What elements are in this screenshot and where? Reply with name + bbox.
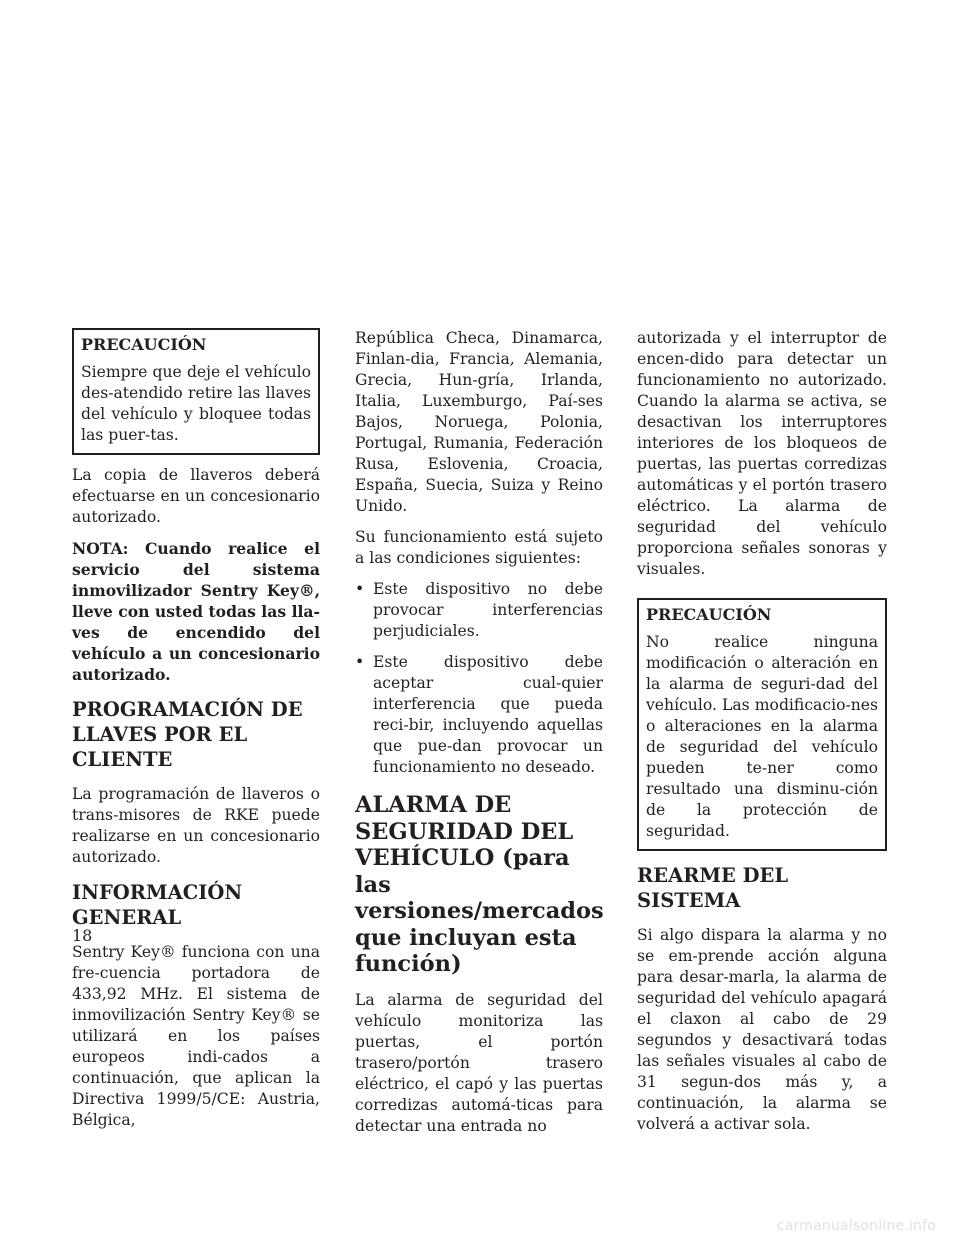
heading-alarm: ALARMA DE SEGURIDAD DEL VEHÍCULO (para las versiones/mercados que incluyan esta función): [355, 792, 604, 977]
caution-text: Siempre que deje el vehículo des-atendido retire las llaves del vehículo y bloquee todas las puer-tas.: [81, 363, 311, 444]
caution-text: No realice ninguna modificación o alteración en la alarma de seguri-dad del vehículo. Las modificacio-nes o alteraciones en la alarma de seguridad del vehículo pueden te-ner como resultado una disminu-ción de la protección de seguridad.: [646, 633, 878, 840]
caution-title: PRECAUCIÓN: [646, 605, 772, 624]
paragraph-programming: La programación de llaveros o trans-misores de RKE puede realizarse en un concesionario autorizado.: [72, 785, 320, 866]
paragraph-rearm: Si algo dispara la alarma y no se em-prende acción alguna para desar-marla, la alarma de seguridad del vehículo apagará el claxon al cabo de 29 segundos y desactivará todas las señales visuales al cabo de 31 segun-dos más y, a continuación, la alarma se volverá a activar sola.: [637, 926, 887, 1133]
paragraph-alarm-continued: autorizada y el interruptor de encen-dido para detectar un funcionamiento no autorizado. Cuando la alarma se activa, se desactivan los interruptores interiores de los bloqueos de puertas, las puertas corredizas automáticas y el portón trasero eléctrico. La alarma de seguridad del vehículo proporciona señales sonoras y visuales.: [637, 329, 887, 578]
paragraph-copy-keys: La copia de llaveros deberá efectuarse en un concesionario autorizado.: [72, 466, 320, 526]
conditions-list: [355, 579, 603, 778]
heading-general-info: INFORMACIÓN GENERAL: [72, 881, 243, 929]
list-item: [355, 652, 603, 778]
caution-box: [637, 598, 887, 851]
watermark: carmanualsonline.info: [776, 1218, 936, 1234]
bullet-icon: •: [355, 580, 365, 598]
page-number: 18: [72, 926, 93, 945]
paragraph-general-info: Sentry Key® funciona con una fre-cuencia portadora de 433,92 MHz. El sistema de inmovilización Sentry Key® se utilizará en los países europeos indi-cados a continuación, que aplican la Directiva 1999/5/CE: Austria, Bélgica,: [72, 943, 320, 1129]
list-item-text: Este dispositivo debe aceptar cual-quier interferencia que pueda reci-bir, incluyendo aquellas que pue-dan provocar un funcionamiento no deseado.: [373, 653, 603, 776]
list-item: [355, 579, 603, 642]
paragraph-alarm: La alarma de seguridad del vehículo monitoriza las puertas, el portón trasero/portón trasero eléctrico, el capó y las puertas corredizas automá-ticas para detectar una entrada no: [355, 990, 603, 1135]
column-right: [637, 328, 887, 1145]
heading-programming-text: PROGRAMACIÓN DE LLAVES POR EL CLIENTE: [72, 698, 303, 771]
note-service: NOTA: Cuando realice el servicio del sistema inmovilizador Sentry Key®, lleve con usted todas las lla-ves de encendido del vehículo a un concesionario autorizado.: [72, 539, 320, 684]
caution-box: [72, 328, 320, 455]
column-left: [72, 328, 320, 1141]
column-middle: [355, 328, 603, 1147]
heading-rearm: REARME DEL SISTEMA: [637, 864, 789, 912]
paragraph-countries: República Checa, Dinamarca, Finlan-dia, Francia, Alemania, Grecia, Hun-gría, Irlanda, Italia, Luxemburgo, Paí-ses Bajos, Noruega, Polonia, Portugal, Rumania, Federación Rusa, Eslovenia, Croacia, España, Suecia, Suiza y Reino Unido.: [355, 329, 603, 515]
bullet-icon: •: [355, 653, 365, 671]
paragraph-conditions: Su funcionamiento está sujeto a las condiciones siguientes:: [355, 528, 603, 567]
list-item-text: Este dispositivo no debe provocar interferencias perjudiciales.: [373, 580, 603, 640]
heading-programming: [72, 697, 320, 772]
caution-title: PRECAUCIÓN: [81, 335, 207, 354]
